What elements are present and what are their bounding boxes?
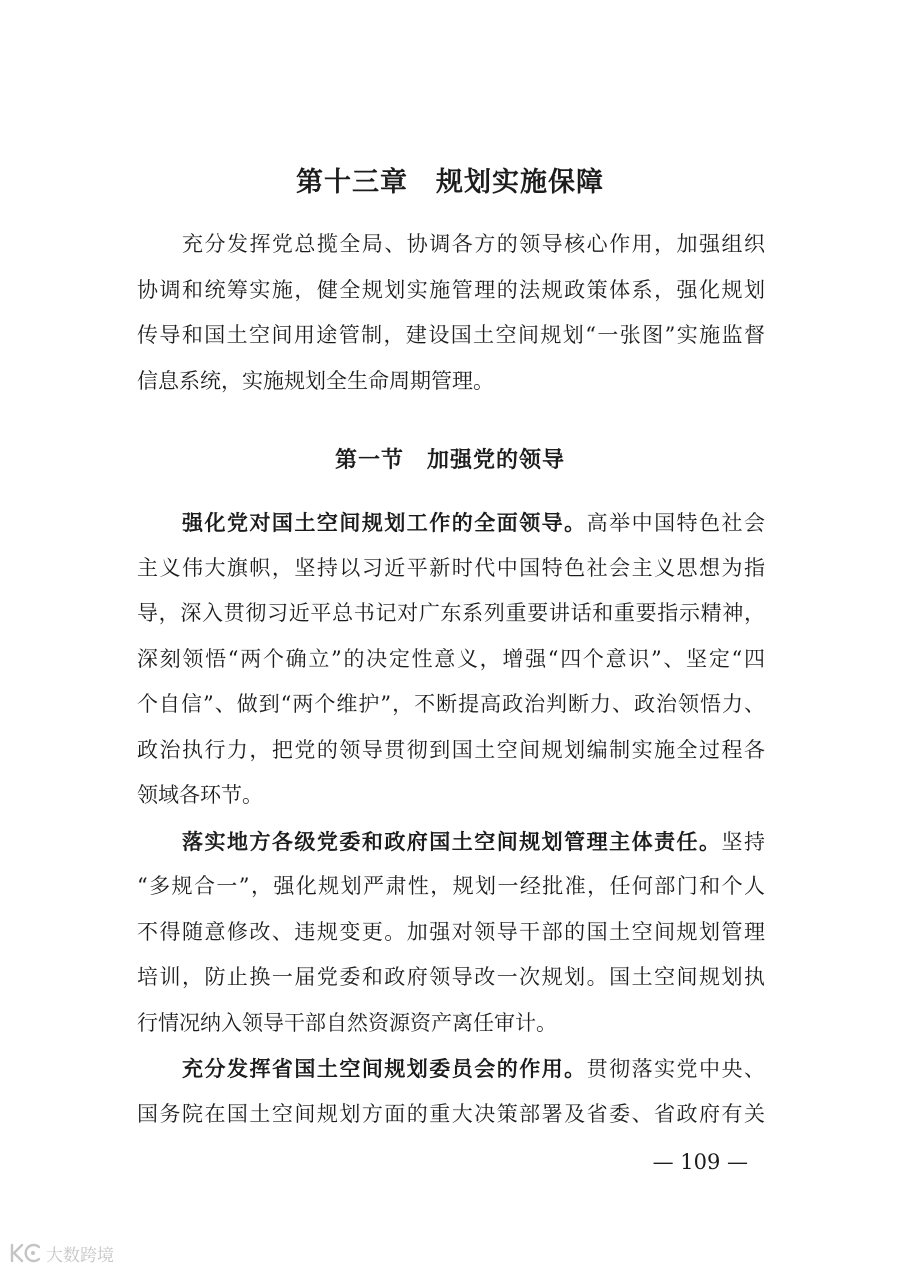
paragraph-first-line [137, 1046, 765, 1092]
paragraph-lead-sentence: 落实地方各级党委和政府国土空间规划管理主体责任。 [182, 828, 722, 854]
paragraph-line: “多规合一”，强化规划严肃性，规划一经批准，任何部门和个人 [137, 874, 765, 898]
paragraph-line-text: 坚持 [721, 829, 765, 854]
chapter-title: 第十三章 规划实施保障 [296, 167, 604, 198]
watermark [8, 1240, 114, 1266]
paragraph-line: 协调和统筹实施，健全规划实施管理的法规政策体系，强化规划 [137, 277, 765, 302]
paragraph-line: 行情况纳入领导干部自然资源资产离任审计。 [137, 1010, 557, 1035]
paragraph-line: 政治执行力，把党的领导贯彻到国土空间规划编制实施全过程各 [137, 737, 765, 762]
section-body [137, 500, 765, 1137]
page-number: — 109 — [652, 1150, 748, 1174]
paragraph-line-text: 贯彻落实党中央、 [586, 1057, 765, 1081]
paragraph-first-line [137, 500, 765, 546]
paragraph-line: 培训，防止换一届党委和政府领导改一次规划。国土空间规划执 [137, 965, 765, 989]
paragraph-line: 领域各环节。 [137, 783, 263, 807]
paragraph-line: 充分发挥党总揽全局、协调各方的领导核心作用，加强组织 [182, 232, 765, 256]
paragraph-first-line [137, 819, 765, 865]
paragraph-line: 信息系统，实施规划全生命周期管理。 [137, 368, 494, 393]
paragraph-line-text: 高举中国特色社会 [586, 511, 765, 535]
paragraph-line: 不得随意修改、违规变更。加强对领导干部的国土空间规划管理 [137, 919, 765, 944]
paragraph-line: 主义伟大旗帜，坚持以习近平新时代中国特色社会主义思想为指 [137, 555, 765, 580]
brand-logo-icon [8, 1242, 42, 1264]
watermark-text: 大数跨境 [46, 1245, 114, 1266]
section-title: 第一节 加强党的领导 [334, 447, 565, 473]
paragraph-line: 传导和国土空间用途管制，建设国土空间规划“一张图”实施监督 [137, 323, 765, 347]
paragraph-line: 个自信”、做到“两个维护”，不断提高政治判断力、政治领悟力、 [137, 692, 765, 716]
paragraph-line: 深刻领悟“两个确立”的决定性意义，增强“四个意识”、坚定“四 [137, 646, 765, 671]
paragraph-line: 导，深入贯彻习近平总书记对广东系列重要讲话和重要指示精神， [137, 601, 765, 625]
chapter-intro-paragraph [137, 222, 765, 404]
paragraph-line: 国务院在国土空间规划方面的重大决策部署及省委、省政府有关 [137, 1101, 765, 1126]
paragraph-lead-sentence: 强化党对国土空间规划工作的全面领导。 [182, 510, 587, 535]
paragraph-lead-sentence: 充分发挥省国土空间规划委员会的作用。 [182, 1056, 587, 1081]
